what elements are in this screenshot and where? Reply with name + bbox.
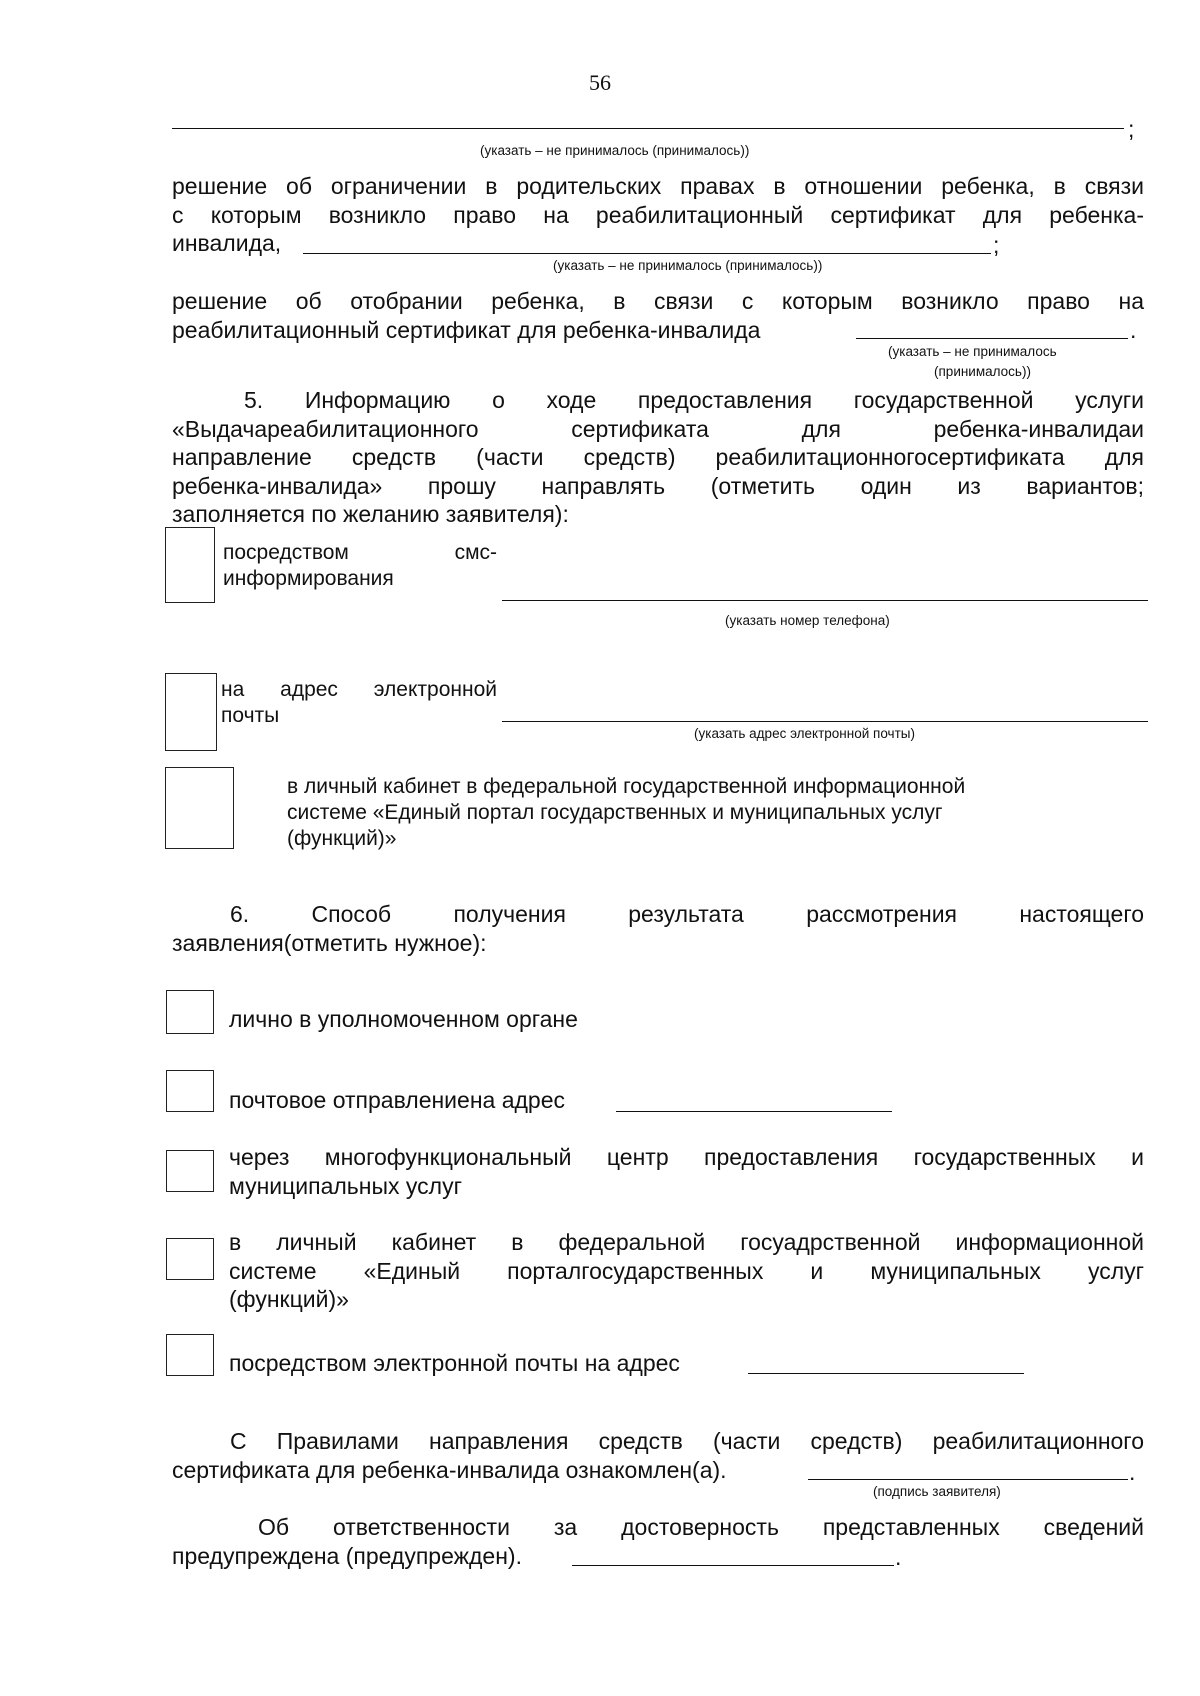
responsibility-block	[172, 1513, 1144, 1570]
decision-removal-hint-2: (принималось))	[934, 364, 1031, 379]
top-fill-line[interactable]	[172, 128, 1124, 129]
email-address-label: посредством электронной почты на адрес	[229, 1350, 680, 1376]
decision-removal-line1: решение об отобрании ребенка, в связи с которым возникло право на	[172, 288, 1144, 314]
sms-checkbox[interactable]	[165, 527, 215, 603]
responsibility-fill-line[interactable]	[572, 1565, 894, 1566]
rules-block	[172, 1427, 1144, 1484]
decision-restriction-line1: решение об ограничении в родительских правах в отношении ребенка, в связи	[172, 173, 1144, 199]
cabinet-6-line2: системе «Единый порталгосударственных и муниципальных услуг	[229, 1257, 1144, 1284]
email-address-checkbox[interactable]	[166, 1334, 214, 1376]
mfc-checkbox[interactable]	[166, 1150, 214, 1192]
decision-restriction-line2: с которым возникло право на реабилитационный сертификат для ребенка-	[172, 201, 1144, 228]
post-address-fill-line[interactable]	[616, 1111, 892, 1112]
cabinet-6-line3: (функций)»	[229, 1286, 349, 1312]
top-semicolon: ;	[1128, 116, 1135, 142]
signature-fill-line[interactable]	[808, 1479, 1128, 1480]
cabinet-5-line3: (функций)»	[287, 827, 397, 850]
email-address-fill-line[interactable]	[748, 1373, 1024, 1374]
email-hint: (указать адрес электронной почты)	[694, 726, 915, 741]
decision-restriction-line3: инвалида,	[172, 230, 282, 256]
rules-line1: С Правилами направления средств (части средств) реабилитационного	[230, 1428, 1144, 1454]
section5-line4: ребенка-инвалида» прошу направлять (отметить один из вариантов;	[172, 472, 1144, 499]
section5-line5: заполняется по желанию заявителя):	[172, 501, 569, 527]
section6-line2: заявления(отметить нужное):	[172, 929, 487, 956]
in-person-checkbox[interactable]	[166, 990, 214, 1034]
section6-line1: 6. Способ получения результата рассмотрения настоящего	[230, 901, 1144, 927]
decision-removal-block	[172, 287, 1144, 344]
email-fill-line[interactable]	[502, 721, 1148, 722]
section5-line1: 5. Информацию о ходе предоставления государственной услуги	[244, 387, 1144, 413]
email-label-line1: на адрес электронной	[221, 678, 497, 701]
mfc-label	[229, 1143, 1144, 1200]
cabinet-label-6	[229, 1228, 1144, 1314]
decision-removal-hint-1: (указать – не принималось	[888, 344, 1057, 359]
sms-label	[223, 540, 497, 592]
rules-line2: сертификата для ребенка-инвалида ознакомлен(а).	[172, 1456, 727, 1483]
section5-line3: направление средств (части средств) реабилитационногосертификата для	[172, 444, 1144, 470]
section5-block	[172, 386, 1144, 529]
post-label: почтовое отправлениена адрес	[229, 1087, 566, 1113]
cabinet-checkbox-5[interactable]	[165, 767, 234, 849]
responsibility-period: .	[895, 1544, 902, 1570]
sms-label-line1: посредством смс-	[223, 541, 497, 564]
cabinet-label-5	[287, 774, 965, 852]
cabinet-6-line1: в личный кабинет в федеральной госуадрственной информационной	[229, 1229, 1144, 1255]
page-number: 56	[589, 70, 611, 95]
email-checkbox[interactable]	[165, 673, 217, 751]
section5-line2: «Выдачареабилитационного сертификата для ребенка-инвалидаи	[172, 415, 1144, 442]
phone-hint: (указать номер телефона)	[725, 613, 890, 628]
decision-removal-period: .	[1130, 317, 1137, 343]
responsibility-line2: предупреждена (предупрежден).	[172, 1542, 522, 1569]
responsibility-line1: Об ответственности за достоверность представленных сведений	[258, 1514, 1144, 1540]
phone-fill-line[interactable]	[502, 600, 1148, 601]
decision-restriction-hint: (указать – не принималось (принималось))	[553, 258, 823, 273]
decision-removal-line2: реабилитационный сертификат для ребенка-инвалида	[172, 316, 761, 343]
rules-period: .	[1129, 1459, 1136, 1485]
cabinet-5-line1: в личный кабинет в федеральной государственной информационной	[287, 775, 966, 798]
decision-restriction-fill-line[interactable]	[303, 253, 991, 254]
in-person-label: лично в уполномоченном органе	[229, 1006, 578, 1032]
cabinet-checkbox-6[interactable]	[166, 1238, 214, 1280]
top-hint: (указать – не принималось (принималось))	[480, 143, 750, 158]
sms-label-line2: информирования	[223, 567, 394, 590]
post-checkbox[interactable]	[166, 1070, 214, 1112]
email-label	[221, 677, 497, 729]
section6-block	[172, 900, 1144, 957]
decision-restriction-semicolon: ;	[993, 232, 1000, 258]
cabinet-5-line2: системе «Единый портал государственных и муниципальных услуг	[287, 801, 943, 824]
signature-hint: (подпись заявителя)	[873, 1484, 1001, 1499]
mfc-line2: муниципальных услуг	[229, 1172, 462, 1199]
email-label-line2: почты	[221, 704, 280, 727]
mfc-line1: через многофункциональный центр предоставления государственных и	[229, 1144, 1144, 1170]
decision-removal-fill-line[interactable]	[856, 338, 1128, 339]
